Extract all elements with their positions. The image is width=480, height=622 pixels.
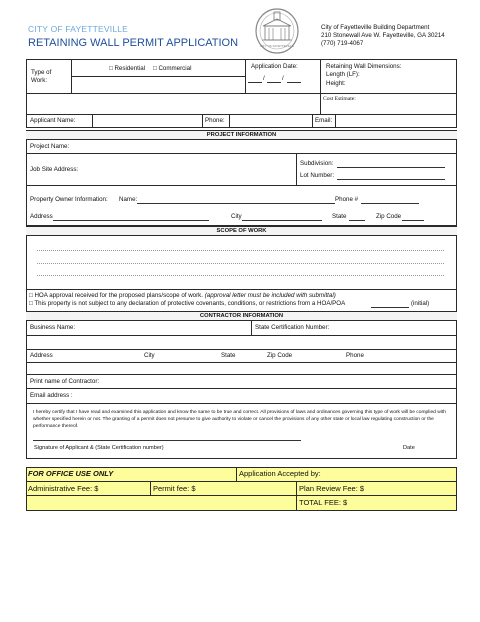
application-accepted-label: Application Accepted by: <box>239 469 321 478</box>
owner-name-field[interactable] <box>137 203 335 204</box>
contractor-zip-label: Zip Code <box>267 352 293 359</box>
contractor-state-label: State <box>221 352 236 359</box>
applicant-name-label: Applicant Name: <box>30 117 76 124</box>
cost-estimate-label: Cost Estimate: <box>323 96 356 102</box>
length-label: Length (LF): <box>326 71 360 78</box>
application-date-day[interactable] <box>267 82 281 83</box>
project-info-header: PROJECT INFORMATION <box>26 130 457 140</box>
applicant-phone-label: Phone: <box>205 117 225 124</box>
applicant-name-field[interactable] <box>93 115 202 127</box>
owner-address-field[interactable] <box>53 220 209 221</box>
form-title: RETAINING WALL PERMIT APPLICATION <box>28 37 239 49</box>
signature-label: Signature of Applicant & (State Certification number) <box>34 445 164 451</box>
job-site-address-label: Job Site Address: <box>30 166 79 173</box>
initial-field[interactable] <box>371 307 409 308</box>
applicant-phone-field[interactable] <box>230 115 312 127</box>
permit-fee-label: Permit fee: $ <box>153 484 196 493</box>
lot-number-field[interactable] <box>337 179 445 180</box>
application-date-label: Application Date: <box>251 63 298 70</box>
department-address: 210 Stonewall Ave W. Fayetteville, GA 30214 <box>321 32 445 39</box>
commercial-checkbox[interactable]: □ Commercial <box>153 65 192 72</box>
project-info-block <box>26 130 457 226</box>
department-name: City of Fayetteville Building Department <box>321 24 430 31</box>
seal-text: CITY OF FAYETTEVILLE <box>260 44 294 48</box>
subdivision-field[interactable] <box>337 167 445 168</box>
initial-label: (initial) <box>411 300 430 307</box>
application-date-month[interactable] <box>248 82 262 83</box>
contractor-header: CONTRACTOR INFORMATION <box>26 311 457 321</box>
certification-text: I hereby certify that I have read and examined this application and know the same to be true and correct. All provisions of laws and ordinances governing this type of work will be complied with whether specified herein or not. The granting of a permit does not presume to give authority to violate or cancel the provisions of any other state or local law regulating construction or the performance thereof. <box>33 410 446 429</box>
city-seal-logo <box>254 6 300 56</box>
owner-zip-field[interactable] <box>402 220 424 221</box>
hoa-approval-checkbox[interactable]: □ HOA approval received for the proposed plans/scope of work. (approval letter must be included with submittal) <box>29 292 336 299</box>
city-name: CITY OF FAYETTEVILLE <box>28 24 129 34</box>
office-use-title: FOR OFFICE USE ONLY <box>28 469 114 478</box>
scope-line-1[interactable] <box>37 250 444 251</box>
owner-city-field[interactable] <box>242 220 322 221</box>
owner-city-label: City <box>231 213 242 220</box>
administrative-fee-label: Administrative Fee: $ <box>28 484 99 493</box>
contractor-address-label: Address <box>30 352 53 359</box>
owner-state-field[interactable] <box>349 220 365 221</box>
residential-checkbox[interactable]: □ Residential <box>109 65 146 72</box>
height-label: Height: <box>326 80 346 87</box>
signature-field[interactable] <box>33 440 301 441</box>
owner-address-label: Address <box>30 213 53 220</box>
owner-zip-label: Zip Code <box>376 213 402 220</box>
contractor-print-name-label: Print name of Contractor: <box>30 378 100 385</box>
business-name-label: Business Name: <box>30 324 76 331</box>
application-date-year[interactable] <box>287 82 301 83</box>
type-of-work-label: Type of Work: <box>31 69 52 84</box>
plan-review-fee-label: Plan Review Fee: $ <box>299 484 365 493</box>
department-phone: (770) 719-4067 <box>321 40 364 47</box>
applicant-email-field[interactable] <box>336 115 456 127</box>
total-fee-label: TOTAL FEE: $ <box>299 498 348 507</box>
not-subject-checkbox[interactable]: □ This property is not subject to any declaration of protective covenants, conditions, or restrictions from a HOA/POA <box>29 300 346 307</box>
owner-name-label: Name: <box>119 196 138 203</box>
subdivision-label: Subdivision: <box>300 160 334 167</box>
contractor-city-label: City <box>144 352 155 359</box>
property-owner-label: Property Owner Information: <box>30 196 108 203</box>
contractor-email-label: Email address : <box>30 392 73 399</box>
scope-line-3[interactable] <box>37 275 444 276</box>
lot-number-label: Lot Number: <box>300 172 335 179</box>
owner-phone-field[interactable] <box>361 203 419 204</box>
date-label: Date <box>403 445 415 451</box>
scope-line-2[interactable] <box>37 263 444 264</box>
owner-phone-label: Phone # <box>335 196 359 203</box>
scope-header: SCOPE OF WORK <box>26 226 457 236</box>
contractor-block <box>26 311 457 404</box>
applicant-email-label: Email: <box>315 117 333 124</box>
project-name-label: Project Name: <box>30 143 70 150</box>
contractor-phone-label: Phone <box>346 352 364 359</box>
wall-dimensions-label: Retaining Wall Dimensions: <box>326 63 402 70</box>
state-certification-label: State Certification Number: <box>255 324 330 331</box>
owner-state-label: State <box>332 213 347 220</box>
